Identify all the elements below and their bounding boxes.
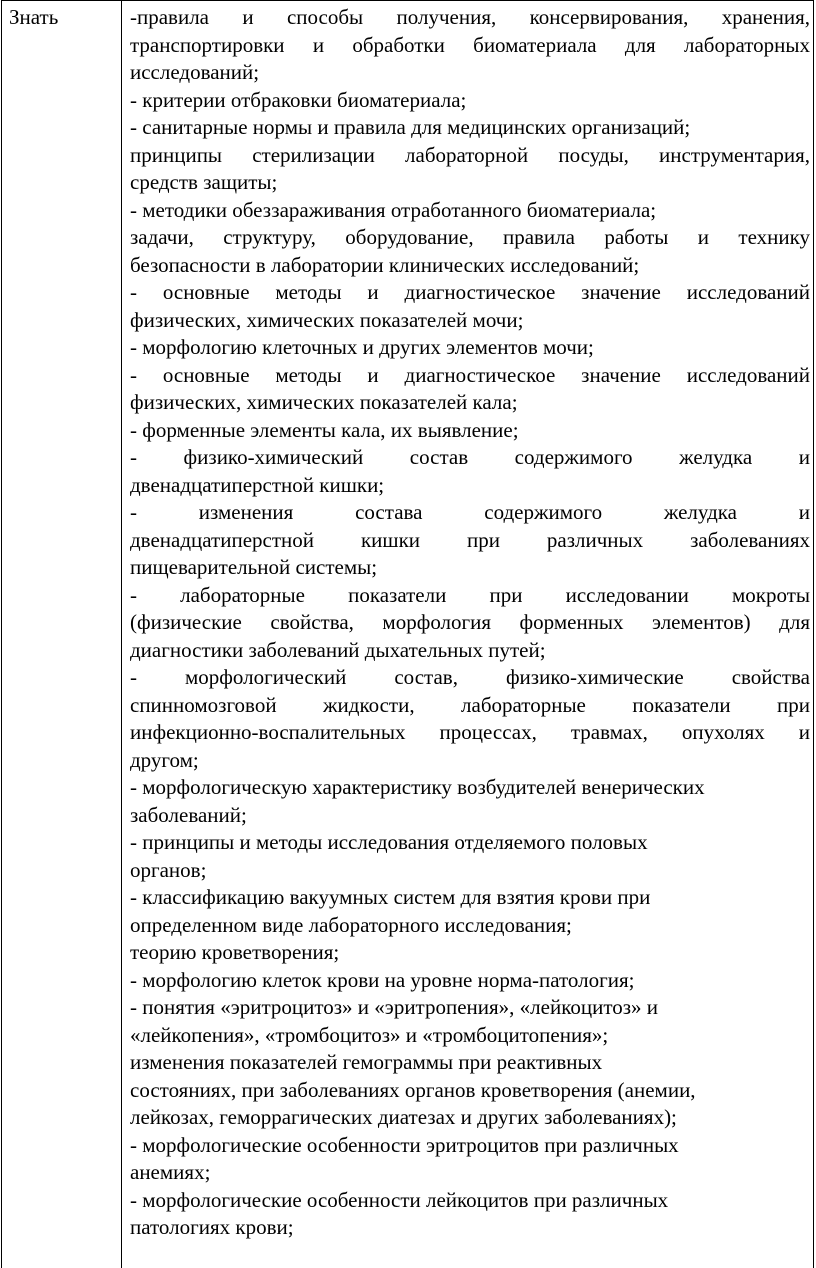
content-line: - методики обеззараживания отработанного биоматериала; <box>130 197 657 222</box>
content-line: - морфологию клеточных и других элементов мочи; <box>130 335 594 359</box>
content-line: заболеваний; <box>130 802 247 827</box>
content-line: двенадцатиперстной кишки при различных заболеваниях <box>130 527 810 552</box>
content-line: двенадцатиперстной кишки; <box>130 472 385 497</box>
content-line: состояниях, при заболеваниях органов кроветворения (анемии, <box>130 1077 696 1102</box>
content-line: диагностики заболеваний дыхательных путей; <box>130 637 546 662</box>
content-line: пищеварительной системы; <box>130 555 378 579</box>
content-line: - изменения состава содержимого желудка и <box>130 500 810 524</box>
content-line: - лабораторные показатели при исследовании мокроты <box>130 582 810 607</box>
label-cell: Знать <box>9 5 59 29</box>
content-line: задачи, структуру, оборудование, правила работы и технику <box>130 225 810 249</box>
content-line: анемиях; <box>130 1160 211 1184</box>
content-line: теорию кроветворения; <box>130 940 340 964</box>
content-line: изменения показателей гемограммы при реактивных <box>130 1050 603 1074</box>
content-line: средств защиты; <box>130 170 278 194</box>
content-cell <box>130 4 810 1242</box>
content-line: - форменные элементы кала, их выявление; <box>130 417 519 442</box>
content-line: другом; <box>130 747 199 772</box>
content-line: - принципы и методы исследования отделяемого половых <box>130 830 648 854</box>
content-line: физических, химических показателей кала; <box>130 390 518 414</box>
content-line: органов; <box>130 857 207 882</box>
content-line: лейкозах, геморрагических диатезах и других заболеваниях); <box>130 1105 677 1129</box>
content-line: - морфологический состав, физико-химические свойства <box>130 665 810 689</box>
content-line: исследований; <box>130 60 260 84</box>
content-line: безопасности в лаборатории клинических исследований; <box>130 252 640 277</box>
content-line: «лейкопения», «тромбоцитоз» и «тромбоцитопения»; <box>130 1022 609 1047</box>
column-divider <box>121 1 122 1268</box>
content-line: - физико-химический состав содержимого желудка и <box>130 445 810 469</box>
content-line: - морфологическую характеристику возбудителей венерических <box>130 775 705 799</box>
content-line: определенном виде лабораторного исследования; <box>130 912 572 937</box>
content-line: патологиях крови; <box>130 1215 294 1239</box>
content-line: - классификацию вакуумных систем для взятия крови при <box>130 885 651 909</box>
content-line: - основные методы и диагностическое значение исследований <box>130 280 810 304</box>
content-line: инфекционно-воспалительных процессах, травмах, опухолях и <box>130 720 810 744</box>
content-line: - санитарные нормы и правила для медицинских организаций; <box>130 115 691 139</box>
content-line: - критерии отбраковки биоматериала; <box>130 87 467 112</box>
content-line: - морфологию клеток крови на уровне норма-патология; <box>130 967 635 992</box>
content-line: -правила и способы получения, консервирования, хранения, <box>130 5 810 29</box>
content-line: спинномозговой жидкости, лабораторные показатели при <box>130 692 810 717</box>
content-line: принципы стерилизации лабораторной посуды, инструментария, <box>130 142 810 167</box>
content-line: транспортировки и обработки биоматериала для лабораторных <box>130 32 810 57</box>
content-line: - морфологические особенности эритроцитов при различных <box>130 1132 679 1157</box>
content-line: физических, химических показателей мочи; <box>130 307 524 332</box>
requirements-table <box>1 0 814 1268</box>
content-line: - морфологические особенности лейкоцитов при различных <box>130 1187 669 1212</box>
content-line: - основные методы и диагностическое значение исследований <box>130 362 810 387</box>
content-line: - понятия «эритроцитоз» и «эритропения», «лейкоцитоз» и <box>130 995 659 1019</box>
content-line: (физические свойства, морфология форменных элементов) для <box>130 610 810 634</box>
